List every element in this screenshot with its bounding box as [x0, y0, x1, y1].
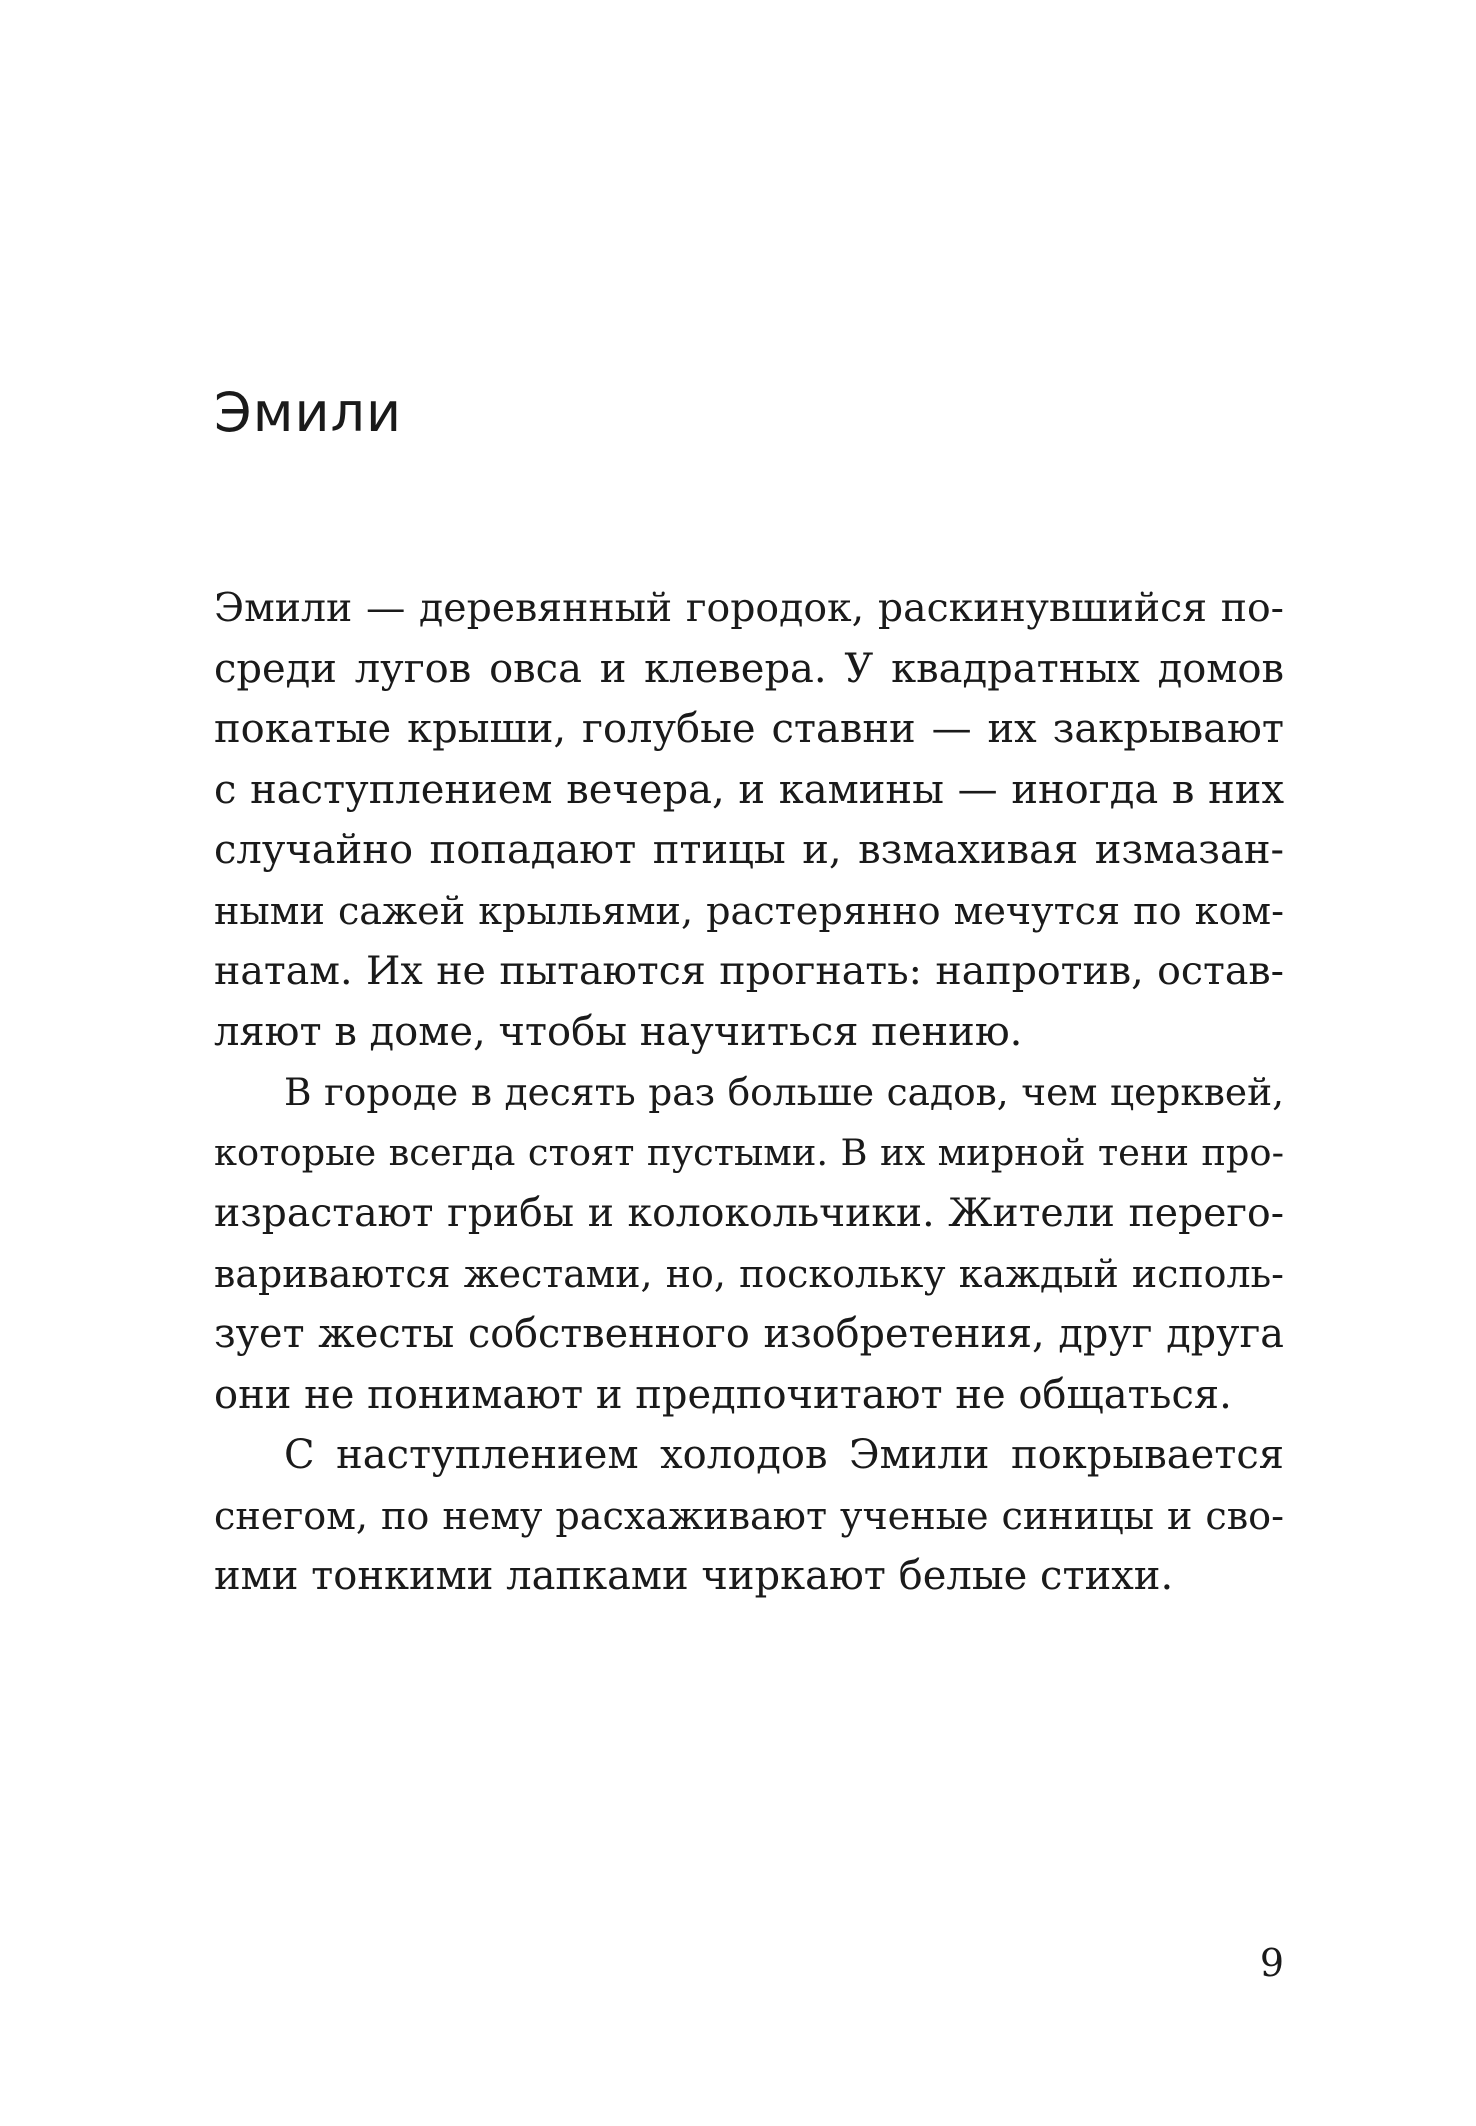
text-line: израстают грибы и колокольчики. Жители перего- — [214, 1190, 1284, 1236]
paragraph-1 — [214, 578, 1284, 1062]
text-line: среди лугов овса и клевера. У квадратных домов — [214, 645, 1284, 692]
text-line: натам. Их не пытаются прогнать: напротив, остав- — [214, 948, 1284, 994]
page-number: 9 — [1259, 1941, 1284, 1985]
paragraph-3 — [214, 1425, 1284, 1607]
text-line: покатые крыши, голубые ставни — их закрывают — [214, 706, 1284, 752]
text-line: ляют в доме, чтобы научиться пению. — [214, 1008, 1023, 1055]
text-line: вариваются жестами, но, поскольку каждый исполь- — [214, 1251, 1284, 1296]
text-line: ными сажей крыльями, растерянно мечутся по ком- — [214, 888, 1284, 933]
text-line: В городе в десять раз больше садов, чем церквей, — [284, 1070, 1284, 1114]
text-line: они не понимают и предпочитают не общаться. — [214, 1371, 1232, 1418]
paragraph-2 — [214, 1062, 1284, 1425]
text-line: Эмили — деревянный городок, раскинувшийся по- — [214, 585, 1284, 631]
text-line: случайно попадают птицы и, взмахивая измазан- — [214, 827, 1284, 873]
text-line: которые всегда стоят пустыми. В их мирной тени про- — [214, 1130, 1284, 1174]
text-line: ими тонкими лапками чиркают белые стихи. — [214, 1553, 1174, 1599]
text-line: С наступлением холодов Эмили покрывается — [284, 1432, 1284, 1478]
text-line: зует жесты собственного изобретения, друг друга — [214, 1311, 1284, 1357]
body-text — [214, 578, 1284, 1607]
text-line: снегом, по нему расхаживают ученые синицы и сво- — [214, 1493, 1284, 1538]
text-line: с наступлением вечера, и камины — иногда в них — [214, 766, 1284, 813]
chapter-title: Эмили — [214, 381, 403, 444]
